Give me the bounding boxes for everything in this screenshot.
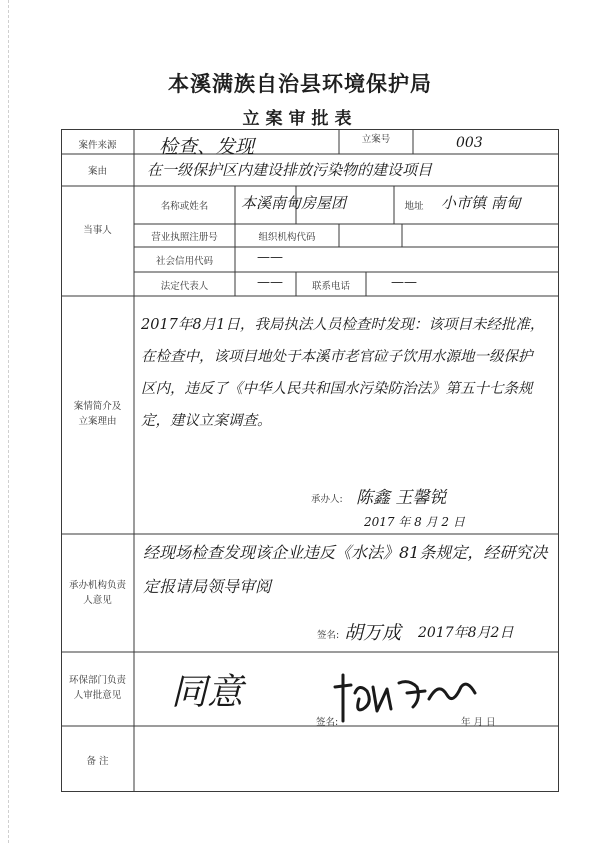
phone-label: 联系电话: [311, 281, 350, 292]
handler-label: 承办人:: [311, 494, 343, 505]
party-label: 当事人: [83, 225, 112, 236]
case-no-value: 003: [456, 135, 483, 151]
source-value: 检查、发现: [159, 136, 255, 158]
form-title: 立案审批表: [242, 109, 358, 129]
dept-opinion: 同意: [171, 672, 244, 713]
agency-signature: 胡万成: [344, 622, 402, 644]
case-no-label: 立案号: [361, 134, 391, 145]
dept-date-label: 年 月 日: [461, 717, 496, 728]
agency-sign-label: 签名:: [317, 630, 340, 641]
address-label: 地址: [404, 201, 424, 212]
summary-label-2: 立案理由: [78, 416, 117, 427]
summary-text: 2017年8月1日，我局执法人员检查时发现：该项目未经批准，在检查中，该项目地处于本溪市老官砬子饮用水源地一级保护区内，违反了《中华人民共和国水污染防治法》第五十七条规定，建议立案调查。: [141, 317, 545, 429]
remark-label: 备 注: [86, 756, 109, 767]
cause-value: 在一级保护区内建设排放污染物的建设项目: [147, 161, 433, 179]
name-label: 名称或姓名: [160, 201, 209, 212]
phone-value: ——: [391, 275, 417, 290]
agency-label-1: 承办机构负责: [68, 580, 126, 591]
license-label: 营业执照注册号: [151, 232, 218, 243]
agency-date: 2017年8月2日: [418, 625, 514, 641]
dept-label-1: 环保部门负责: [68, 675, 126, 686]
legal-rep-value: ——: [257, 275, 283, 290]
name-value: 本溪南甸房屋团: [241, 194, 347, 212]
handler-date: 2017 年 8 月 2 日: [364, 515, 465, 529]
handler-signature: 陈鑫 王馨锐: [356, 488, 447, 508]
cause-label: 案由: [87, 166, 107, 177]
address-value: 小市镇 南甸: [441, 194, 521, 212]
credit-value: ——: [257, 250, 283, 265]
agency-opinion: 经现场检查发现该企业违反《水法》81条规定，经研究决定报请局领导审阅: [143, 543, 548, 596]
dept-label-2: 人审批意见: [73, 690, 122, 701]
org-title: 本溪满族自治县环境保护局: [168, 72, 432, 96]
dept-sign-label: 签名:: [316, 717, 339, 728]
approval-form: [61, 129, 559, 792]
org-code-label: 组织机构代码: [258, 232, 316, 243]
agency-label-2: 人意见: [83, 595, 112, 606]
legal-rep-label: 法定代表人: [160, 281, 209, 292]
source-label: 案件来源: [78, 140, 117, 151]
credit-label: 社会信用代码: [155, 256, 213, 267]
summary-label-1: 案情简介及: [73, 401, 122, 412]
